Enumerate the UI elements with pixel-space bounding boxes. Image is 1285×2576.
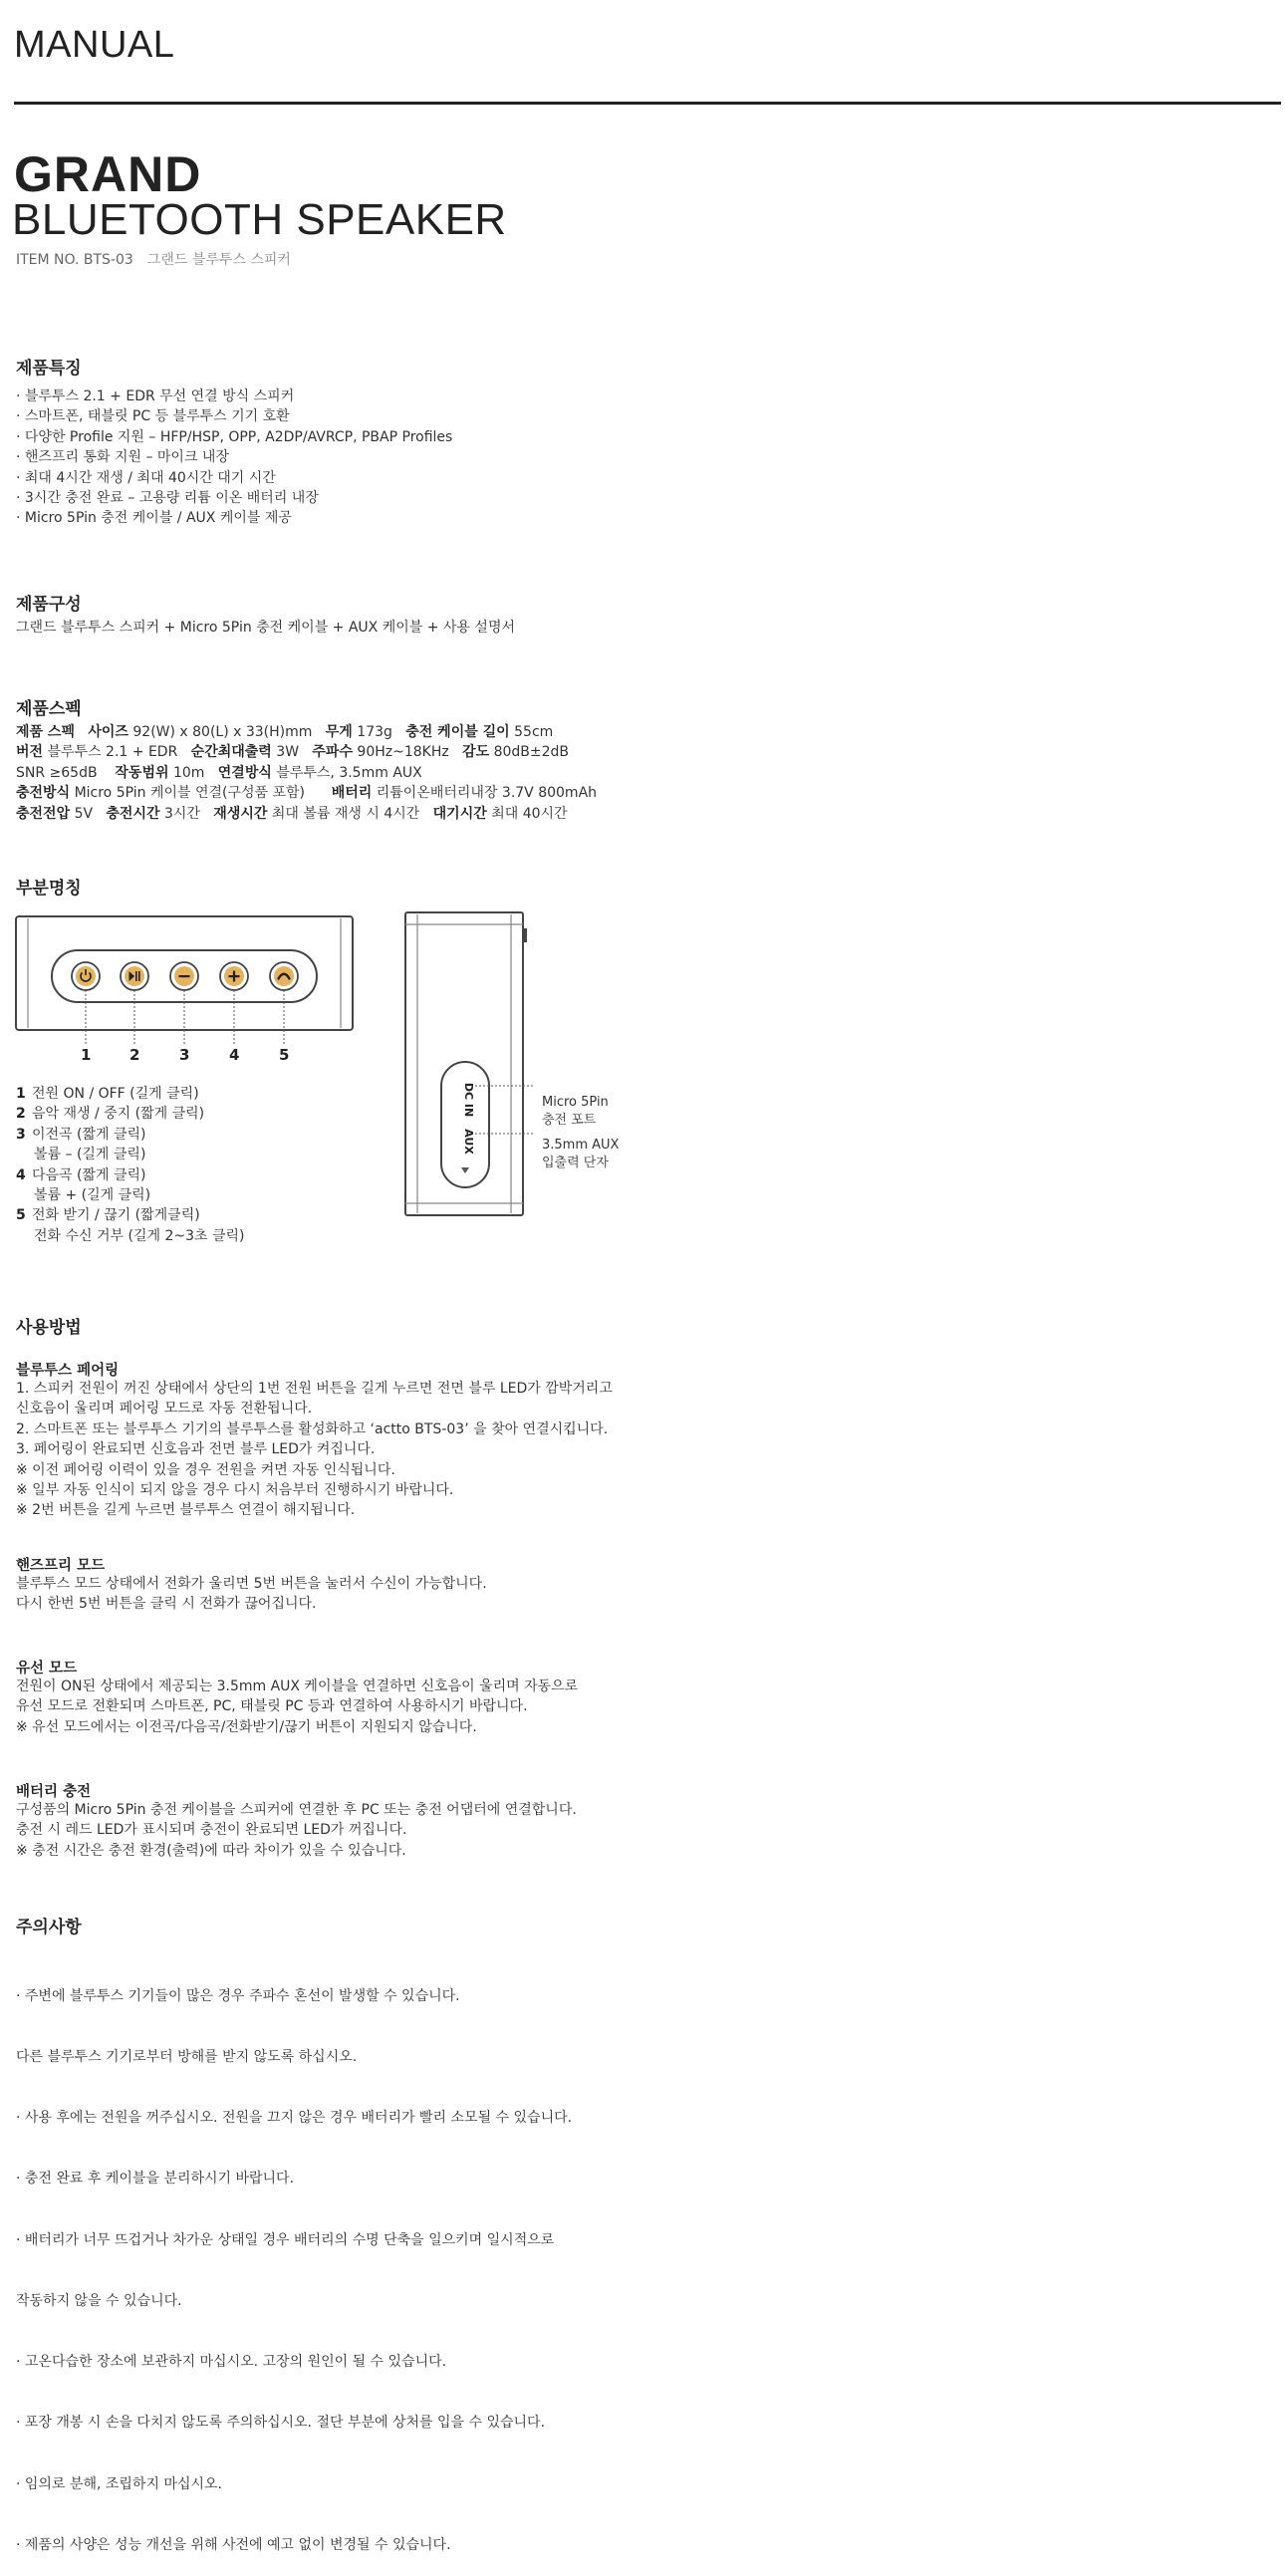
- button-number: 5: [279, 1046, 290, 1064]
- feature-item: · 3시간 충전 완료 – 고용량 리튬 이온 배터리 내장: [16, 490, 319, 507]
- spec-row: [16, 804, 597, 824]
- spec-value: 5V: [74, 805, 94, 822]
- spec-label: 대기시간: [432, 805, 487, 822]
- spec-label: 무게: [325, 724, 353, 740]
- parts-title: 부분명칭: [16, 879, 82, 899]
- item-name-ko: 그랜드 블루투스 스피커: [146, 252, 291, 268]
- spec-label: 감도: [462, 744, 490, 761]
- specs-title: 제품스펙: [16, 699, 82, 719]
- power-button-icon: [72, 962, 100, 990]
- manual-heading: MANUAL: [14, 24, 175, 66]
- spec-row: [16, 763, 597, 783]
- spec-value: 80dB±2dB: [493, 744, 570, 761]
- feature-item: · 최대 4시간 재생 / 최대 40시간 대기 시간: [16, 469, 276, 486]
- feature-item: · 다양한 Profile 지원 – HFP/HSP, OPP, A2DP/AVRCP, PBAP Profiles: [16, 428, 453, 445]
- spec-value: 블루투스, 3.5mm AUX: [276, 764, 422, 781]
- item-number-code: ITEM NO. BTS-03: [16, 252, 133, 268]
- specs-block: [16, 722, 597, 824]
- feature-item: · 핸즈프리 통화 지원 – 마이크 내장: [16, 449, 229, 466]
- feature-item: · 블루투스 2.1 + EDR 무선 연결 방식 스피커: [16, 388, 295, 404]
- legend-item: 2 음악 재생 / 중지 (짧게 클릭): [16, 1106, 205, 1123]
- side-notch: [523, 928, 527, 942]
- button-legend: [16, 1084, 244, 1246]
- button-number: 3: [179, 1046, 190, 1064]
- phone-button-icon: [270, 962, 298, 990]
- header-divider: [14, 102, 1281, 105]
- dc-port-label: Micro 5Pin 충전 포트: [542, 1095, 609, 1128]
- components-text: 그랜드 블루투스 스피커 + Micro 5Pin 충전 케이블 + AUX 케이블 + 사용 설명서: [16, 620, 515, 636]
- cautions-title: 주의사항: [16, 1918, 82, 1937]
- caution-item: · 포장 개봉 시 손을 다치지 않도록 주의하십시오. 절단 부분에 상처를 입을 수 있습니다.: [16, 2415, 546, 2432]
- product-title: BLUETOOTH SPEAKER: [12, 195, 507, 244]
- minus-button-icon: [170, 962, 198, 990]
- spec-value: 3W: [276, 744, 300, 761]
- wired-text: 전원이 ON된 상태에서 제공되는 3.5mm AUX 케이블을 연결하면 신호음이 울리며 자동으로 유선 모드로 전환되며 스마트폰, PC, 태블릿 PC 등과 연결하여 사용하시기 바랍니다. ※ 유선 모드에서는 이전곡/다음곡/전화받기/끊기 버튼이 지원되지 않습니다.: [16, 1678, 579, 1735]
- spec-value: 92(W) x 80(L) x 33(H)mm: [132, 724, 313, 740]
- button-number-row: [14, 1046, 355, 1066]
- spec-value: 리튬이온배터리내장 3.7V 800mAh: [376, 785, 598, 802]
- button-number: 4: [229, 1046, 240, 1064]
- pairing-title: 블루투스 페어링: [16, 1363, 120, 1379]
- spec-label: 제품 스펙: [16, 724, 75, 740]
- spec-value: 10m: [172, 764, 205, 781]
- spec-label: 배터리: [331, 785, 373, 802]
- spec-label: 충전 케이블 길이: [405, 724, 510, 740]
- button-number: 1: [81, 1046, 92, 1064]
- legend-item-sub: 볼륨 + (길게 클릭): [34, 1187, 151, 1204]
- caution-item: · 배터리가 너무 뜨겁거나 차가운 상태일 경우 배터리의 수명 단축을 일으키며 일시적으로: [16, 2231, 555, 2248]
- spec-value: 최대 볼륨 재생 시 4시간: [271, 805, 420, 822]
- legend-item: 3 이전곡 (짧게 클릭): [16, 1126, 146, 1143]
- caution-item: 작동하지 않을 수 있습니다.: [16, 2292, 182, 2309]
- caution-item: · 충전 완료 후 케이블을 분리하시기 바랍니다.: [16, 2171, 295, 2188]
- play-pause-button-icon: [121, 962, 148, 990]
- legend-item-sub: 볼륨 – (길게 클릭): [34, 1147, 146, 1163]
- spec-label: 사이즈: [88, 724, 128, 740]
- spec-value: 173g: [357, 724, 392, 740]
- spec-label: 연결방식: [217, 764, 272, 781]
- handsfree-text: 블루투스 모드 상태에서 전화가 울리면 5번 버튼을 눌러서 수신이 가능합니다. 다시 한번 5번 버튼을 클릭 시 전화가 끊어집니다.: [16, 1576, 487, 1613]
- battery-text: 구성품의 Micro 5Pin 충전 케이블을 스피커에 연결한 후 PC 또는 충전 어댑터에 연결합니다. 충전 시 레드 LED가 표시되며 충전이 완료되면 LED가 꺼집니다. ※ 충전 시간은 충전 환경(출력)에 따라 차이가 있을 수 있습니다.: [16, 1802, 577, 1859]
- caution-item: · 고온다습한 장소에 보관하지 마십시오. 고장의 원인이 될 수 있습니다.: [16, 2354, 447, 2371]
- legend-item: 1 전원 ON / OFF (길게 클릭): [16, 1086, 199, 1102]
- handsfree-title: 핸즈프리 모드: [16, 1558, 106, 1574]
- spec-label: 충전방식: [16, 785, 71, 802]
- caution-item: · 제품의 사양은 성능 개선을 위해 사전에 예고 없이 변경될 수 있습니다.: [16, 2536, 451, 2553]
- spec-row: [16, 783, 597, 803]
- item-number: [16, 249, 291, 269]
- pairing-text: 1. 스피커 전원이 꺼진 상태에서 상단의 1번 전원 버튼을 길게 누르면 전면 블루 LED가 깜박거리고 신호음이 울리며 페어링 모드로 자동 전환됩니다. 2. 스마트폰 또는 블루투스 기기의 블루투스를 활성화하고 ‘actto BTS-03’ 을 찾아 연결시킵니다. 3. 페어링이 완료되면 신호음과 전면 블루 LED가 켜집니다. ※ 이전 페어링 이력이 있을 경우 전원을 켜면 자동 인식됩니다. ※ 일부 자동 인식이 되지 않을 경우 다시 처음부터 진행하시기 바랍니다. ※ 2번 버튼을 길게 누르면 블루투스 연결이 해지됩니다.: [16, 1381, 613, 1519]
- spec-label: 버전: [16, 744, 44, 761]
- plus-button-icon: [220, 962, 248, 990]
- legend-item: 4 다음곡 (짧게 클릭): [16, 1166, 146, 1183]
- caution-item: · 사용 후에는 전원을 꺼주십시오. 전원을 끄지 않은 경우 배터리가 빨리 소모될 수 있습니다.: [16, 2110, 573, 2127]
- features-title: 제품특징: [16, 359, 82, 379]
- caution-item: · 주변에 블루투스 기기들이 많은 경우 주파수 혼선이 발생할 수 있습니다.: [16, 1987, 460, 2004]
- legend-item: 5 전화 받기 / 끊기 (짧게클릭): [16, 1207, 200, 1224]
- aux-port-label: 3.5mm AUX 입출력 단자: [542, 1138, 620, 1170]
- cautions-list: [16, 1945, 572, 2576]
- spec-label: 충전전압: [16, 805, 71, 822]
- caution-item: · 임의로 분해, 조립하지 마십시오.: [16, 2475, 222, 2492]
- features-list: [16, 386, 452, 529]
- spec-row: [16, 742, 597, 762]
- button-number: 2: [129, 1046, 140, 1064]
- spec-label: 주파수: [312, 744, 353, 761]
- feature-item: · Micro 5Pin 충전 케이블 / AUX 케이블 제공: [16, 510, 292, 527]
- spec-label: 재생시간: [213, 805, 268, 822]
- spec-value: 최대 40시간: [491, 805, 568, 822]
- components-title: 제품구성: [16, 595, 82, 615]
- aux-label: AUX: [462, 1129, 475, 1155]
- spec-value: 55cm: [514, 724, 554, 740]
- spec-row: [16, 722, 597, 742]
- spec-label: 작동범위: [115, 764, 169, 781]
- speaker-top-diagram: [14, 914, 355, 1064]
- spec-value: 3시간: [163, 805, 200, 822]
- spec-label: 충전시간: [106, 805, 160, 822]
- dc-in-label: DC IN: [462, 1082, 475, 1118]
- speaker-side-diagram: [403, 910, 533, 1219]
- spec-label: 순간최대출력: [190, 744, 272, 761]
- legend-item-sub: 전화 수신 거부 (길게 2~3초 클릭): [34, 1227, 245, 1244]
- battery-title: 배터리 충전: [16, 1784, 92, 1800]
- spec-value: SNR ≥65dB: [16, 764, 98, 781]
- caution-item: 다른 블루투스 기기로부터 방해를 받지 않도록 하십시오.: [16, 2049, 358, 2066]
- brand-title: GRAND: [14, 146, 202, 202]
- spec-value: Micro 5Pin 케이블 연결(구성품 포함): [74, 785, 306, 802]
- wired-title: 유선 모드: [16, 1661, 78, 1676]
- usage-title: 사용방법: [16, 1318, 82, 1338]
- spec-value: 블루투스 2.1 + EDR: [47, 744, 178, 761]
- feature-item: · 스마트폰, 태블릿 PC 등 블루투스 기기 호환: [16, 408, 290, 425]
- spec-value: 90Hz~18KHz: [357, 744, 449, 761]
